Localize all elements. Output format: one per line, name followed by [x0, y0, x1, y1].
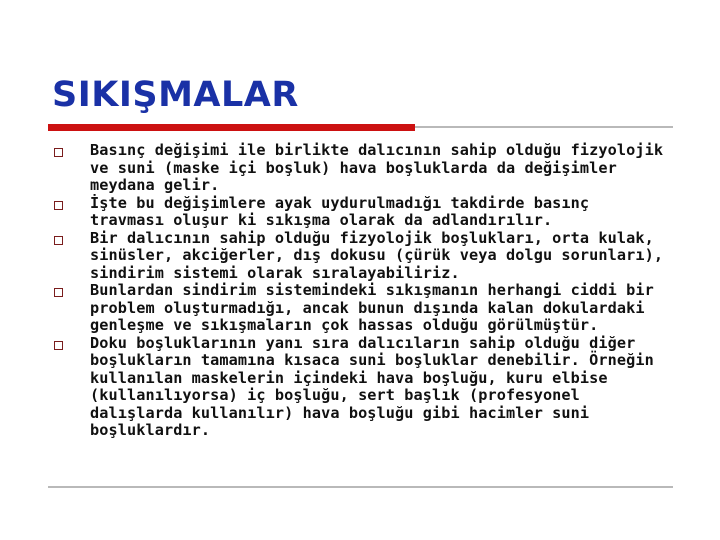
bullet-item — [52, 282, 672, 335]
hollow-square-icon — [54, 341, 63, 350]
hollow-square-icon — [54, 236, 63, 245]
hollow-square-icon — [54, 288, 63, 297]
bullet-text: Doku boşluklarının yanı sıra dalıcıların sahip olduğu diğer boşlukların tamamına kısaca suni boşluklar denebilir. Örneğin kullanılan maskelerin içindeki hava boşluğu, kuru elbise (kullanılıyorsa) iç boşluğu, sert başlık (profesyonel dalışlarda kullanılır) hava boşluğu gibi hacimler suni boşluklardır. — [90, 333, 654, 439]
bullet-text: Basınç değişimi ile birlikte dalıcının sahip olduğu fizyolojik ve suni (maske içi boşluk) hava boşluklarda da değişimler meydana gelir. — [90, 141, 664, 194]
bullet-text: İşte bu değişimlere ayak uydurulmadığı takdirde basınç travması oluşur ki sıkışma olarak da adlandırılır. — [90, 193, 590, 229]
title-underline-rule — [415, 126, 673, 128]
bullet-item — [52, 142, 672, 195]
bullet-text: Bunlardan sindirim sistemindeki sıkışmanın herhangi ciddi bir problem oluşturmadığı, ancak bunun dışında kalan dokulardaki genleşme ve sıkışmaların çok hassas olduğu görülmüştür. — [90, 281, 654, 334]
hollow-square-icon — [54, 201, 63, 210]
footer-divider — [48, 486, 673, 488]
title-underline-accent — [48, 124, 415, 131]
bullet-text: Bir dalıcının sahip olduğu fizyolojik boşlukları, orta kulak, sinüsler, akciğerler, dış dokusu (çürük veya dolgu sorunları), sindirim sistemi olarak sıralayabiliriz. — [90, 228, 664, 282]
hollow-square-icon — [54, 148, 63, 157]
bullet-item — [52, 195, 672, 230]
bullet-list — [52, 142, 672, 440]
bullet-item — [52, 335, 672, 440]
slide-title: SIKIŞMALAR — [52, 75, 299, 115]
bullet-item — [52, 230, 672, 283]
